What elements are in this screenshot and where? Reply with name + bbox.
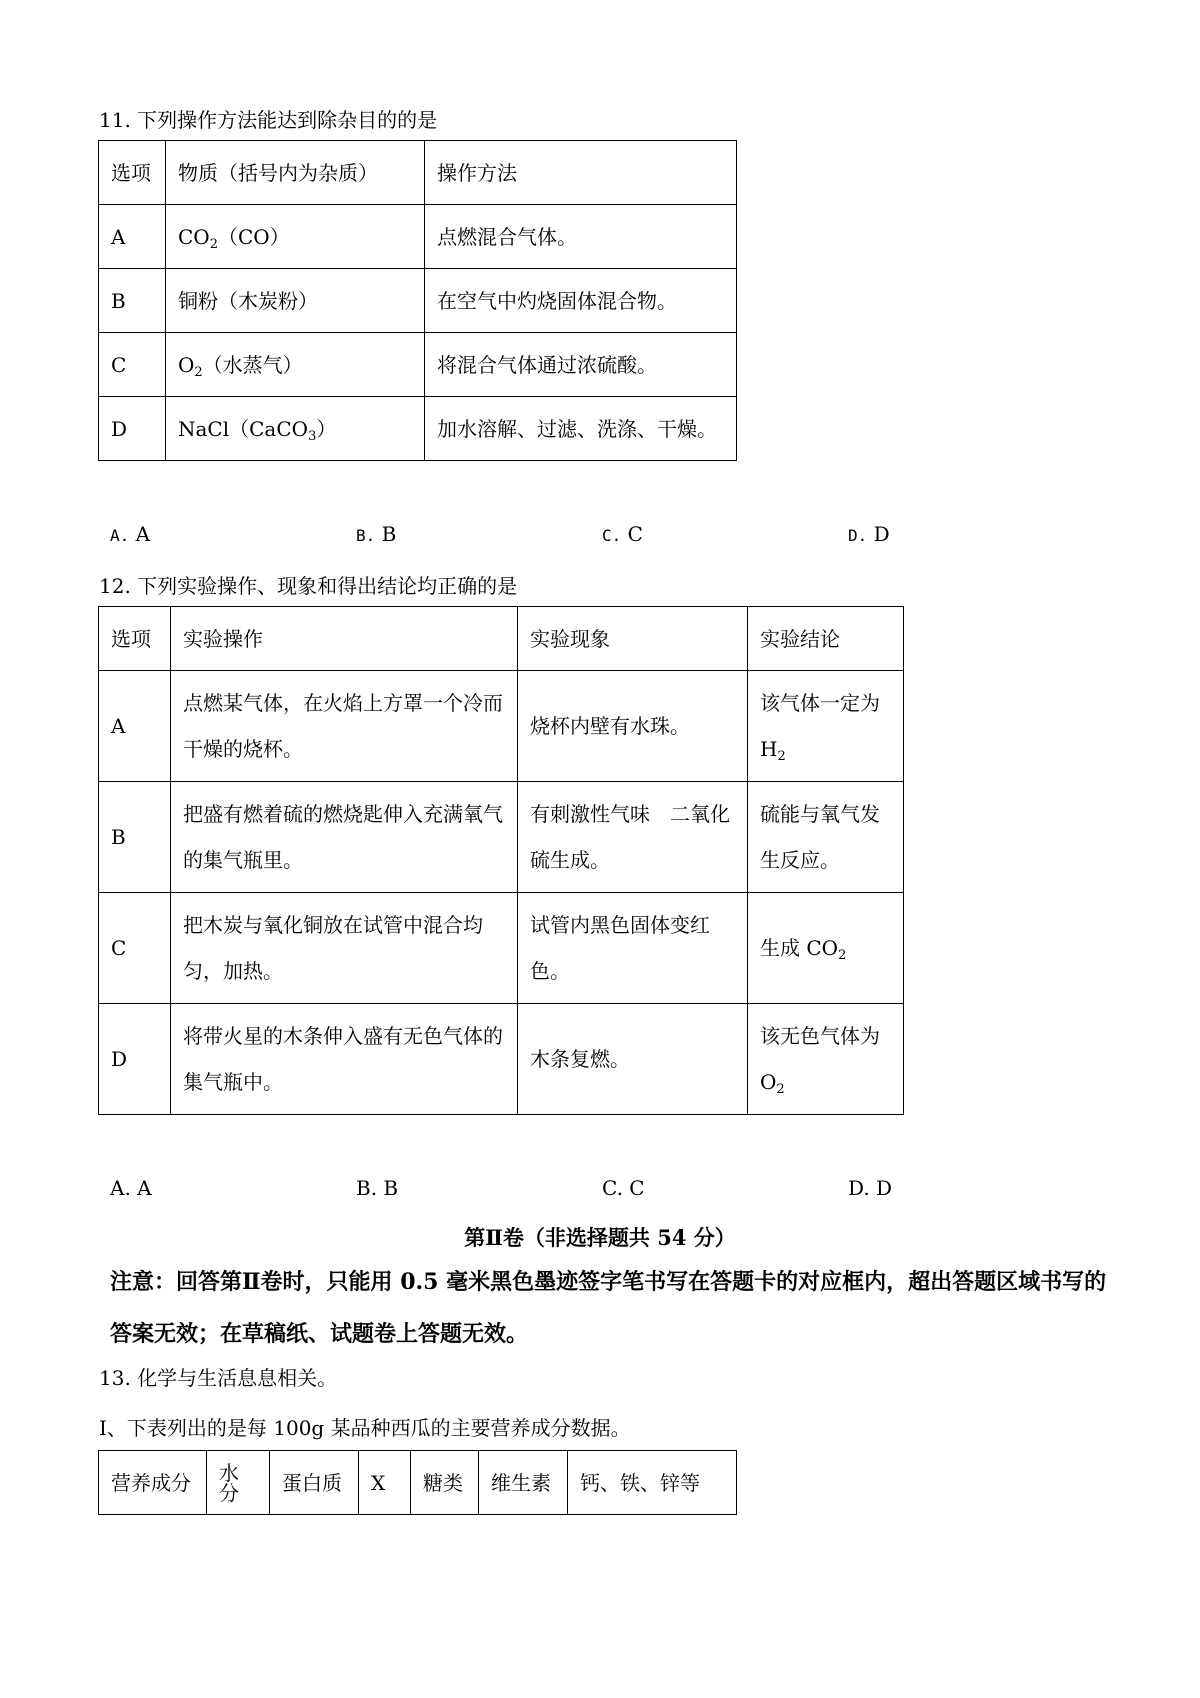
subscript: 3 bbox=[308, 428, 317, 444]
table-header-cell: 物质（括号内为杂质） bbox=[166, 141, 425, 205]
table-row bbox=[99, 782, 904, 893]
table-header-cell: 钙、铁、锌等 bbox=[568, 1451, 737, 1515]
option-cell: C bbox=[99, 893, 171, 1004]
substance-text: （水蒸气） bbox=[202, 352, 303, 377]
phenomenon-cell: 有刺激性气味 二氧化硫生成。 bbox=[518, 782, 748, 893]
q11-option-c[interactable] bbox=[602, 522, 643, 546]
table-row bbox=[99, 397, 737, 461]
conclusion-cell bbox=[748, 782, 904, 893]
table-row bbox=[99, 671, 904, 782]
substance-cell bbox=[166, 333, 425, 397]
substance-text: 铜粉（木炭粉） bbox=[178, 288, 318, 313]
table-header-cell: 操作方法 bbox=[425, 141, 737, 205]
q12-table bbox=[98, 606, 904, 1115]
option-letter: B. bbox=[356, 526, 376, 545]
table-header-row bbox=[99, 607, 904, 671]
table-header-cell: 选项 bbox=[99, 607, 171, 671]
table-row bbox=[99, 893, 904, 1004]
method-cell: 点燃混合气体。 bbox=[425, 205, 737, 269]
option-cell: A bbox=[99, 205, 166, 269]
option-cell: B bbox=[99, 782, 171, 893]
table-header-cell: 水分 bbox=[207, 1451, 270, 1515]
option-text: D bbox=[873, 522, 890, 546]
subscript: 2 bbox=[209, 236, 218, 252]
table-header-cell: 营养成分 bbox=[99, 1451, 207, 1515]
q12-option-a[interactable]: A. A bbox=[110, 1176, 152, 1200]
subscript: 2 bbox=[776, 1082, 785, 1097]
substance-text: ） bbox=[316, 416, 337, 441]
q12-option-c[interactable]: C. C bbox=[602, 1176, 645, 1200]
table-row bbox=[99, 1004, 904, 1115]
conclusion-text: 生成 CO bbox=[760, 936, 839, 960]
operation-cell: 将带火星的木条伸入盛有无色气体的集气瓶中。 bbox=[171, 1004, 518, 1115]
phenomenon-cell: 烧杯内壁有水珠。 bbox=[518, 671, 748, 782]
conclusion-cell bbox=[748, 1004, 904, 1115]
q13-part1: Ⅰ、下表列出的是每 100g 某品种西瓜的主要营养成分数据。 bbox=[99, 1416, 631, 1440]
substance-text: O bbox=[178, 352, 195, 377]
conclusion-text: 该气体一定为H bbox=[760, 691, 880, 761]
table-header-cell: 蛋白质 bbox=[270, 1451, 359, 1515]
operation-cell: 点燃某气体，在火焰上方罩一个冷而干燥的烧杯。 bbox=[171, 671, 518, 782]
method-cell: 加水溶解、过滤、洗涤、干燥。 bbox=[425, 397, 737, 461]
table-header-cell: 选项 bbox=[99, 141, 166, 205]
option-cell: C bbox=[99, 333, 166, 397]
option-cell: B bbox=[99, 269, 166, 333]
table-header-row bbox=[99, 1451, 737, 1515]
table-header-cell: 糖类 bbox=[411, 1451, 479, 1515]
option-letter: D. bbox=[848, 526, 868, 545]
q12-stem: 12. 下列实验操作、现象和得出结论均正确的是 bbox=[99, 574, 518, 598]
conclusion-cell bbox=[748, 671, 904, 782]
option-text: C bbox=[627, 522, 643, 546]
table-header-cell: 实验结论 bbox=[748, 607, 904, 671]
q12-option-b[interactable]: B. B bbox=[356, 1176, 399, 1200]
q13-stem: 13. 化学与生活息息相关。 bbox=[99, 1366, 338, 1390]
option-text: A bbox=[135, 522, 151, 546]
q11-option-d[interactable] bbox=[848, 522, 890, 546]
option-cell: D bbox=[99, 397, 166, 461]
subscript: 2 bbox=[194, 364, 203, 380]
option-letter: A. bbox=[110, 526, 130, 545]
table-row bbox=[99, 333, 737, 397]
table-row bbox=[99, 269, 737, 333]
nutrition-table bbox=[98, 1450, 737, 1515]
option-cell: A bbox=[99, 671, 171, 782]
q11-table bbox=[98, 140, 737, 461]
subscript: 2 bbox=[777, 749, 786, 764]
q12-option-d[interactable]: D. D bbox=[848, 1176, 893, 1200]
substance-cell bbox=[166, 397, 425, 461]
table-header-row bbox=[99, 141, 737, 205]
conclusion-cell bbox=[748, 893, 904, 1004]
substance-text: （CO） bbox=[217, 224, 290, 249]
table-header-cell: X bbox=[359, 1451, 411, 1515]
method-cell: 将混合气体通过浓硫酸。 bbox=[425, 333, 737, 397]
section-title: 第Ⅱ卷（非选择题共 54 分） bbox=[464, 1225, 736, 1250]
q11-option-b[interactable] bbox=[356, 522, 396, 546]
substance-text: NaCl（CaCO bbox=[178, 416, 309, 441]
option-letter: C. bbox=[602, 526, 622, 545]
q11-stem: 11. 下列操作方法能达到除杂目的的是 bbox=[99, 108, 438, 132]
operation-cell: 把木炭与氧化铜放在试管中混合均匀，加热。 bbox=[171, 893, 518, 1004]
method-cell: 在空气中灼烧固体混合物。 bbox=[425, 269, 737, 333]
substance-cell bbox=[166, 269, 425, 333]
phenomenon-cell: 试管内黑色固体变红色。 bbox=[518, 893, 748, 1004]
notice-text: 注意：回答第Ⅱ卷时，只能用 0.5 毫米黑色墨迹签字笔书写在答题卡的对应框内，超出答题区域书写的答案无效；在草稿纸、试题卷上答题无效。 bbox=[110, 1269, 1107, 1347]
q11-option-a[interactable] bbox=[110, 522, 150, 546]
substance-text: CO bbox=[178, 224, 210, 249]
option-text: B bbox=[381, 522, 397, 546]
table-header-cell: 实验现象 bbox=[518, 607, 748, 671]
table-header-cell: 维生素 bbox=[479, 1451, 568, 1515]
option-cell: D bbox=[99, 1004, 171, 1115]
conclusion-text: 该无色气体为O bbox=[760, 1024, 880, 1094]
subscript: 2 bbox=[838, 948, 847, 963]
operation-cell: 把盛有燃着硫的燃烧匙伸入充满氧气的集气瓶里。 bbox=[171, 782, 518, 893]
substance-cell bbox=[166, 205, 425, 269]
table-header-cell: 实验操作 bbox=[171, 607, 518, 671]
phenomenon-cell: 木条复燃。 bbox=[518, 1004, 748, 1115]
conclusion-text: 硫能与氧气发生反应。 bbox=[760, 802, 880, 872]
table-row bbox=[99, 205, 737, 269]
